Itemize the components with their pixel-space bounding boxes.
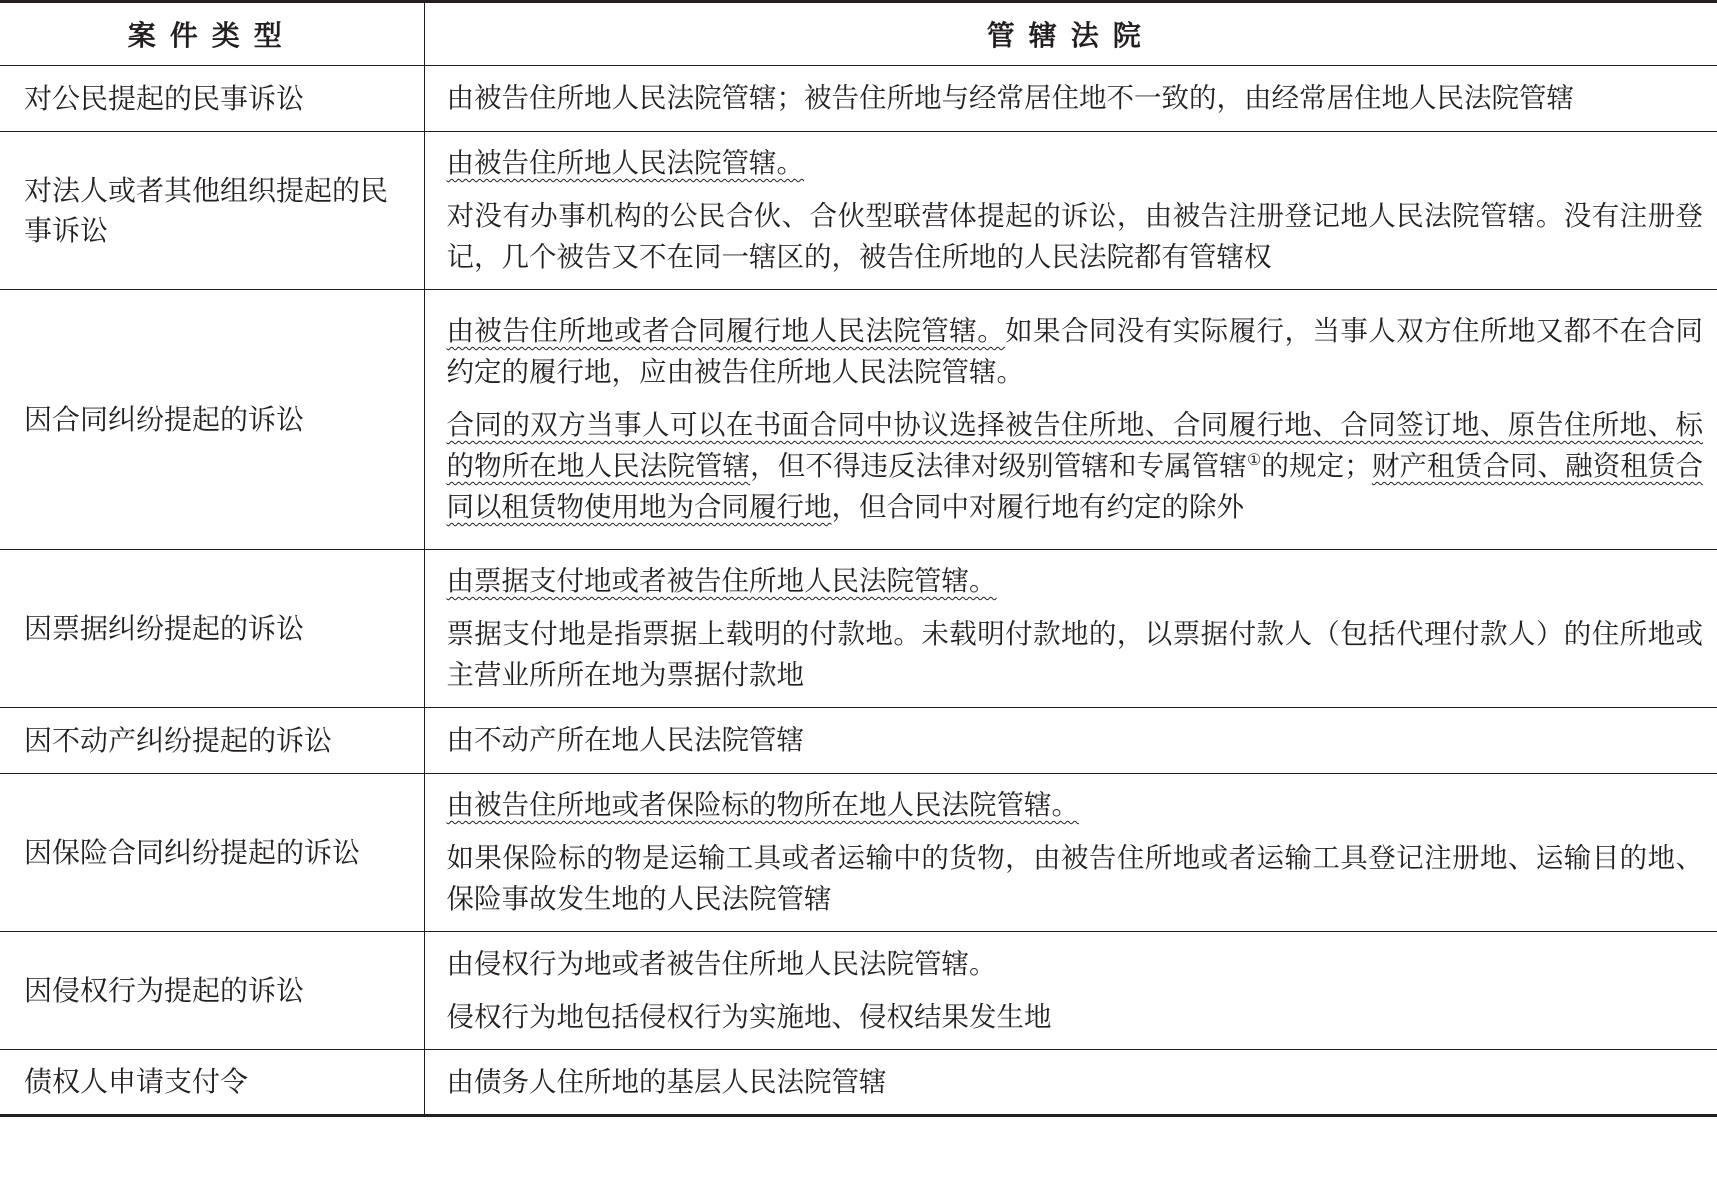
table-header-row [0,2,1717,66]
court-rule [447,561,1704,602]
table-row [0,132,1717,290]
case-type-cell: 对公民提起的民事诉讼 [0,66,424,132]
court-note-emphasis: 财产租赁合同、融资租赁合同以租赁物使用地为合同履行地 [446,450,1704,523]
court-rule-emphasis: 由被告住所地或者合同履行地人民法院管辖。 [446,315,1006,347]
table-row [0,932,1717,1050]
court-cell [424,290,1717,550]
table-row [0,66,1717,132]
case-type-cell: 因合同纠纷提起的诉讼 [0,290,424,550]
court-cell [424,774,1717,932]
case-type-cell: 因票据纠纷提起的诉讼 [0,550,424,708]
court-text: 由债务人住所地的基层人民法院管辖 [446,1065,887,1098]
court-rule-emphasis: 由票据支付地或者被告住所地人民法院管辖。 [446,565,997,597]
table-row [0,708,1717,774]
court-note: 对没有办事机构的公民合伙、合伙型联营体提起的诉讼，由被告注册登记地人民法院管辖。没有注册登记，几个被告又不在同一辖区的，被告住所地的人民法院都有管辖权 [446,200,1703,273]
court-cell [424,132,1717,290]
court-rule [447,143,1704,184]
court-note: 侵权行为地包括侵权行为实施地、侵权结果发生地 [446,1000,1052,1033]
court-rule [447,785,1704,826]
court-note-text: ，但合同中对履行地有约定的除外 [831,491,1244,523]
court-cell [424,932,1717,1050]
table-row [0,290,1717,550]
table-row [0,1050,1717,1116]
court-text: 由不动产所在地人民法院管辖 [446,724,804,756]
court-rule-emphasis: 由被告住所地或者保险标的物所在地人民法院管辖。 [446,789,1079,821]
case-type-cell: 因保险合同纠纷提起的诉讼 [0,774,424,932]
court-note-emphasis: 合同的双方当事人可以在书面合同中协议选择被告住所地、合同履行地、合同签订地、原告住所地、标的物所在地人民法院管辖 [446,409,1703,482]
court-rule: 由侵权行为地或者被告住所地人民法院管辖。 [446,947,997,980]
court-note-text: ，但不得违反法律对级别管辖和专属管辖 [750,450,1248,482]
table-row [0,774,1717,932]
court-cell [424,66,1717,132]
case-type-cell: 对法人或者其他组织提起的民事诉讼 [0,132,424,290]
table-row [0,550,1717,708]
court-rule-continued: 如果合同没有实际履行，当事人双方住所地又都不在合同约定的履行地，应由被告住所地人民法院管辖。 [446,315,1704,388]
header-case-type: 案件类型 [0,2,424,66]
court-text: 由被告住所地人民法院管辖；被告住所地与经常居住地不一致的，由经常居住地人民法院管辖 [446,82,1574,114]
case-type-cell: 债权人申请支付令 [0,1050,424,1116]
footnote-marker: ① [1247,449,1262,469]
case-type-cell: 因不动产纠纷提起的诉讼 [0,708,424,774]
court-note-text: 的规定； [1261,450,1372,482]
case-type-cell: 因侵权行为提起的诉讼 [0,932,424,1050]
court-note: 票据支付地是指票据上载明的付款地。未载明付款地的，以票据付款人（包括代理付款人）的住所地或主营业所所在地为票据付款地 [446,618,1703,691]
court-rule-emphasis: 由被告住所地人民法院管辖。 [446,147,804,179]
court-cell [424,550,1717,708]
court-note [447,405,1704,528]
header-court: 管辖法院 [424,2,1717,66]
court-cell [424,708,1717,774]
court-rule [447,311,1704,393]
court-cell [424,1050,1717,1116]
court-note: 如果保险标的物是运输工具或者运输中的货物，由被告住所地或者运输工具登记注册地、运输目的地、保险事故发生地的人民法院管辖 [446,842,1703,915]
